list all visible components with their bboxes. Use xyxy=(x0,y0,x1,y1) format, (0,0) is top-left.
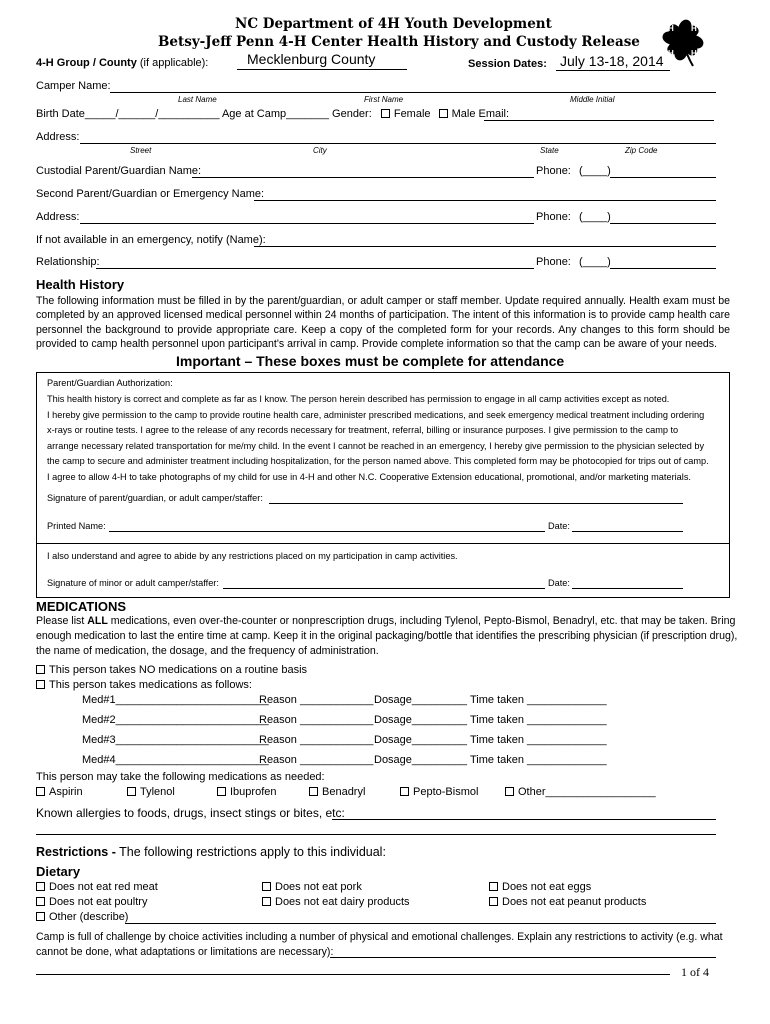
street-caption: Street xyxy=(130,146,152,155)
parent-signature-label: Signature of parent/guardian, or adult camper/staffer: xyxy=(47,493,263,503)
pork-label: Does not eat pork xyxy=(275,881,362,893)
printed-date-field[interactable] xyxy=(572,531,683,532)
middle-initial-caption: Middle Initial xyxy=(570,95,615,104)
session-label: Session Dates: xyxy=(468,58,547,70)
auth-line-5: arrange necessary related transportation for me/my child. In the event I cannot be reached in an emergency, I hereby give permission to the physician selected by xyxy=(47,441,705,451)
medications-heading: MEDICATIONS xyxy=(36,599,127,614)
no-meds-checkbox[interactable] xyxy=(36,665,45,674)
camper-name-field[interactable] xyxy=(110,92,716,93)
minor-date-field[interactable] xyxy=(572,588,683,589)
med-row-1-time[interactable]: Time taken _____________ xyxy=(470,694,607,706)
notify-label: If not available in an emergency, notify (Name): xyxy=(36,234,266,246)
poultry-checkbox[interactable] xyxy=(36,897,45,906)
poultry-label: Does not eat poultry xyxy=(49,896,148,908)
med-row-2-time[interactable]: Time taken _____________ xyxy=(470,714,607,726)
other-diet-label: Other (describe) xyxy=(49,911,129,923)
other-diet-checkbox[interactable] xyxy=(36,912,45,921)
med-row-4-reason[interactable]: Reason ____________ xyxy=(259,754,374,766)
form-title-line1: NC Department of 4H Youth Development xyxy=(235,16,552,32)
med-row-1-reason[interactable]: Reason ____________ xyxy=(259,694,374,706)
male-checkbox[interactable] xyxy=(439,109,448,118)
birth-date-label: Birth Date_____/______/__________ Age at Camp_______ Gender: xyxy=(36,108,372,120)
allergies-field-2[interactable] xyxy=(36,834,716,835)
other-med-checkbox[interactable] xyxy=(505,787,514,796)
dairy-label: Does not eat dairy products xyxy=(275,896,410,908)
eggs-checkbox[interactable] xyxy=(489,882,498,891)
other-diet-field[interactable] xyxy=(125,923,716,924)
allergies-field-1[interactable] xyxy=(332,819,716,820)
zip-caption: Zip Code xyxy=(625,146,658,155)
peanut-label: Does not eat peanut products xyxy=(502,896,647,908)
second-parent-label: Second Parent/Guardian or Emergency Name: xyxy=(36,188,265,200)
meds-paragraph-line1: Please list ALL medications, even over-the-counter or nonprescription drugs, including Tylenol, Pepto-Bismol, Benadryl, etc. that may be taken. Bring xyxy=(36,615,736,627)
printed-name-label: Printed Name: xyxy=(47,521,106,531)
auth-line-4: x-rays or routine tests. I agree to the release of any records necessary for treatment, referral, billing or insurance purposes. I give permission to the camp to xyxy=(47,425,679,435)
auth-line-2: This health history is correct and complete as far as I know. The person herein described has permission to engage in all camp activities except as noted. xyxy=(47,394,670,404)
med-row-4-time[interactable]: Time taken _____________ xyxy=(470,754,607,766)
important-banner: Important – These boxes must be complete for attendance xyxy=(176,353,565,369)
med-row-2-name[interactable]: Med#2_________________________ xyxy=(82,714,269,726)
second-parent-field[interactable] xyxy=(254,200,716,201)
custodial-phone-area: (____) xyxy=(579,165,611,177)
minor-signature-label: Signature of minor or adult camper/staffer: xyxy=(47,578,219,588)
camp-restrictions-line1: Camp is full of challenge by choice activities including a number of physical and emotional challenges. Explain any restrictions to activity (e.g. what xyxy=(36,931,723,943)
red-meat-checkbox[interactable] xyxy=(36,882,45,891)
restrictions-line xyxy=(36,845,386,859)
session-value[interactable]: July 13-18, 2014 xyxy=(560,53,664,69)
female-checkbox[interactable] xyxy=(381,109,390,118)
page-number: 1 of 4 xyxy=(681,965,709,979)
med-row-4-name[interactable]: Med#4_________________________ xyxy=(82,754,269,766)
notify-field[interactable] xyxy=(254,246,716,247)
meds-paragraph-line3: the name of medication, the dosage, and the frequency of administration. xyxy=(36,645,379,657)
as-needed-label: This person may take the following medications as needed: xyxy=(36,771,325,783)
pepto-checkbox[interactable] xyxy=(400,787,409,796)
restrictions-text: The following restrictions apply to this individual: xyxy=(115,845,386,859)
med-row-3-time[interactable]: Time taken _____________ xyxy=(470,734,607,746)
printed-date-label: Date: xyxy=(548,521,570,531)
female-label: Female xyxy=(393,108,431,120)
email-field[interactable] xyxy=(484,120,714,121)
ibuprofen-checkbox[interactable] xyxy=(217,787,226,796)
relationship-field[interactable] xyxy=(96,268,534,269)
address-phone-field[interactable] xyxy=(610,223,716,224)
svg-text:H: H xyxy=(668,49,674,58)
camp-restrictions-field-2[interactable] xyxy=(36,974,670,975)
pepto-label: Pepto-Bismol xyxy=(413,786,479,798)
allergies-label: Known allergies to foods, drugs, insect stings or bites, etc: xyxy=(36,806,345,820)
minor-signature-field[interactable] xyxy=(223,588,545,589)
auth-line-3: I hereby give permission to the camp to provide routine health care, administer prescribed medications, and seek emergency medical treatment including ordering xyxy=(47,410,705,420)
med-row-3-name[interactable]: Med#3_________________________ xyxy=(82,734,269,746)
svg-text:H: H xyxy=(668,24,674,33)
med-row-3-dosage[interactable]: Dosage_________ xyxy=(374,734,467,746)
camp-restrictions-field-1[interactable] xyxy=(330,957,716,958)
authorization-box xyxy=(36,372,730,544)
camp-restrictions-line2: cannot be done, what adaptations or limitations are necessary): xyxy=(36,946,334,958)
meds-paragraph-line2: enough medication to last the entire time at camp. Keep it in the original packaging/bottle that identifies the prescribing physician (if prescription drug), xyxy=(36,630,738,642)
relationship-label: Relationship: xyxy=(36,256,100,268)
svg-text:H: H xyxy=(691,49,697,58)
minor-date-label: Date: xyxy=(548,578,570,588)
address-label: Address: xyxy=(36,131,80,143)
med-row-3-reason[interactable]: Reason ____________ xyxy=(259,734,374,746)
minor-agreement-box xyxy=(36,543,730,598)
dairy-checkbox[interactable] xyxy=(262,897,271,906)
med-row-1-dosage[interactable]: Dosage_________ xyxy=(374,694,467,706)
med-row-4-dosage[interactable]: Dosage_________ xyxy=(374,754,467,766)
other-med-label[interactable]: Other__________________ xyxy=(518,786,656,798)
printed-name-field[interactable] xyxy=(109,531,545,532)
takes-meds-checkbox[interactable] xyxy=(36,680,45,689)
session-underline xyxy=(556,70,670,71)
custodial-label: Custodial Parent/Guardian Name: xyxy=(36,165,202,177)
group-value[interactable]: Mecklenburg County xyxy=(247,51,376,67)
takes-meds-label: This person takes medications as follows: xyxy=(49,679,252,691)
custodial-phone-label: Phone: xyxy=(536,165,571,177)
svg-text:H: H xyxy=(691,24,697,33)
city-caption: City xyxy=(313,146,327,155)
peanut-checkbox[interactable] xyxy=(489,897,498,906)
auth-line-7: I agree to allow 4-H to take photographs of my child for use in 4-H and other N.C. Cooperative Extension educational, promotional, and/or marketing materials. xyxy=(47,472,691,482)
tylenol-checkbox[interactable] xyxy=(127,787,136,796)
no-meds-label: This person takes NO medications on a routine basis xyxy=(49,664,308,676)
pork-checkbox[interactable] xyxy=(262,882,271,891)
group-label: 4-H Group / County xyxy=(36,57,137,69)
relationship-phone-field[interactable] xyxy=(610,268,716,269)
aspirin-checkbox[interactable] xyxy=(36,787,45,796)
med-row-2-dosage[interactable]: Dosage_________ xyxy=(374,714,467,726)
address-phone-area: (____) xyxy=(579,211,611,223)
group-hint: (if applicable): xyxy=(139,57,209,69)
benadryl-label: Benadryl xyxy=(322,786,366,798)
red-meat-label: Does not eat red meat xyxy=(49,881,158,893)
relationship-phone-area: (____) xyxy=(579,256,611,268)
group-underline xyxy=(237,69,407,70)
last-name-caption: Last Name xyxy=(178,95,217,104)
restrictions-heading: Restrictions - xyxy=(36,845,116,859)
contact-address-label: Address: xyxy=(36,211,80,223)
ibuprofen-label: Ibuprofen xyxy=(230,786,277,798)
dietary-heading: Dietary xyxy=(36,864,81,879)
relationship-phone-label: Phone: xyxy=(536,256,571,268)
male-email-label: Male Email: xyxy=(451,108,510,120)
med-row-1-name[interactable]: Med#1_________________________ xyxy=(82,694,269,706)
med-row-2-reason[interactable]: Reason ____________ xyxy=(259,714,374,726)
health-history-heading: Health History xyxy=(36,277,125,292)
parent-signature-field[interactable] xyxy=(269,503,683,504)
state-caption: State xyxy=(540,146,559,155)
first-name-caption: First Name xyxy=(364,95,404,104)
address-phone-label: Phone: xyxy=(536,211,571,223)
auth-line-1: Parent/Guardian Authorization: xyxy=(47,378,173,388)
health-history-text: The following information must be filled in by the parent/guardian, or adult camper or staff member. Update required annually. Health exam must be completed by an approved licensed medical personnel within 24 months of participation. The intent of this information is to provide camp health care personnel the background to provide appropriate care. Keep a copy of the completed form for your records. Any changes to this form should be provided to camp health personnel upon participant's arrival in camp. Provide complete information so that the camp can be aware of your needs. xyxy=(36,295,730,350)
custodial-name-field[interactable] xyxy=(192,177,534,178)
auth-line-6: the camp to secure and administer treatment including hospitalization, for the person named above. This completed form may be photocopied for trips out of camp. xyxy=(47,456,709,466)
aspirin-label: Aspirin xyxy=(49,786,83,798)
form-title-line2: Betsy-Jeff Penn 4-H Center Health History and Custody Release xyxy=(158,34,640,50)
eggs-label: Does not eat eggs xyxy=(502,881,592,893)
benadryl-checkbox[interactable] xyxy=(309,787,318,796)
tylenol-label: Tylenol xyxy=(140,786,175,798)
custodial-phone-field[interactable] xyxy=(610,177,716,178)
camper-address-field[interactable] xyxy=(80,143,716,144)
camper-name-label: Camper Name: xyxy=(36,80,111,92)
contact-address-field[interactable] xyxy=(80,223,534,224)
minor-agreement-text: I also understand and agree to abide by any restrictions placed on my participation in camp activities. xyxy=(47,551,458,561)
